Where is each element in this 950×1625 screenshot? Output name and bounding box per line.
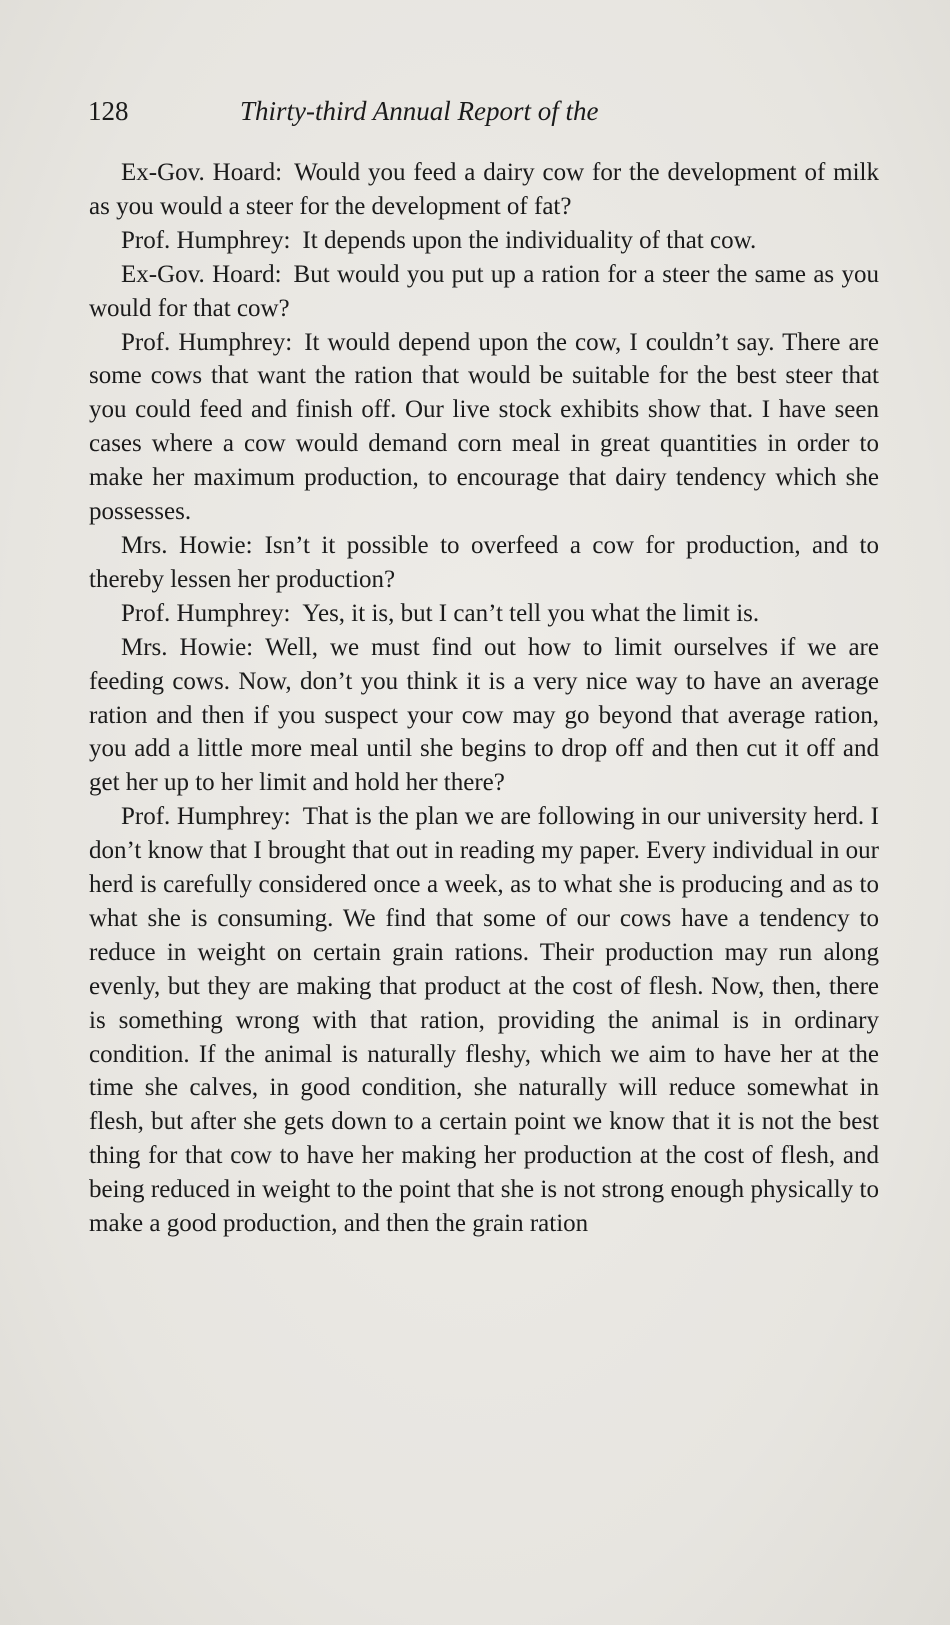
speaker-label: Prof. Humphrey: [121, 226, 291, 254]
speaker-label: Ex-Gov. Hoard: [121, 260, 282, 288]
speaker-label: Prof. Humphrey: [121, 803, 291, 831]
speaker-label: Prof. Humphrey: [121, 599, 291, 627]
paragraph-text: Would you feed a dairy cow for the development of milk as you would a steer for the development of fat? [89, 159, 879, 220]
body-text [89, 156, 879, 1241]
paragraph [89, 258, 879, 326]
speaker-label: Ex-Gov. Hoard: [121, 159, 283, 186]
paragraph [89, 326, 879, 529]
paragraph-text: That is the plan we are following in our university herd. I don’t know that I brought that out in reading my paper. Every individual in our herd is carefully considered once a week, as to what she is producing and as to what she is consuming. We find that some of our cows have a tendency to reduce in weight on certain grain rations. Their production may run along evenly, but they are making that product at the cost of flesh. Now, then, there is something wrong with that ration, providing the animal is in ordinary condition. If the animal is naturally fleshy, which we aim to have her at the time she calves, in good condition, she naturally will reduce somewhat in flesh, but after she gets down to a certain point we know that it is not the best thing for that cow to have her making her production at the cost of flesh, and being reduced in weight to the point that she is not strong enough physically to make a good production, and then the grain ration [89, 803, 879, 1238]
page-number: 128 [88, 96, 129, 126]
paragraph-text: Well, we must find out how to limit ourselves if we are feeding cows. Now, don’t you think it is a very nice way to have an average ration and then if you suspect your cow may go beyond that average ration, you add a little more meal until she begins to drop off and then cut it off and get her up to her limit and hold her there? [89, 633, 879, 797]
speaker-label: Prof. Humphrey: [121, 328, 293, 356]
paragraph-text: It depends upon the individuality of that cow. [302, 226, 757, 254]
paragraph-text: Isn’t it possible to overfeed a cow for production, and to thereby lessen her production? [89, 531, 879, 593]
paragraph-text: But would you put up a ration for a steer the same as you would for that cow? [89, 260, 879, 322]
paragraph-text: It would depend upon the cow, I couldn’t say. There are some cows that want the ration that would be suitable for the best steer that you could feed and finish off. Our live stock exhibits show that. I have seen cases where a cow would demand corn meal in great quantities in order to make her maximum production, to encourage that dairy tendency which she possesses. [89, 328, 880, 526]
running-title: Thirty-third Annual Report of the [240, 96, 599, 126]
speaker-label: Mrs. Howie: [121, 633, 254, 661]
paragraph [89, 800, 879, 1241]
paragraph [89, 156, 879, 224]
running-head [88, 96, 878, 136]
paragraph [89, 631, 879, 801]
speaker-label: Mrs. Howie: [121, 531, 253, 559]
paragraph [89, 529, 879, 597]
paragraph [89, 597, 879, 631]
paragraph [89, 224, 879, 258]
paragraph-text: Yes, it is, but I can’t tell you what the limit is. [302, 599, 760, 627]
